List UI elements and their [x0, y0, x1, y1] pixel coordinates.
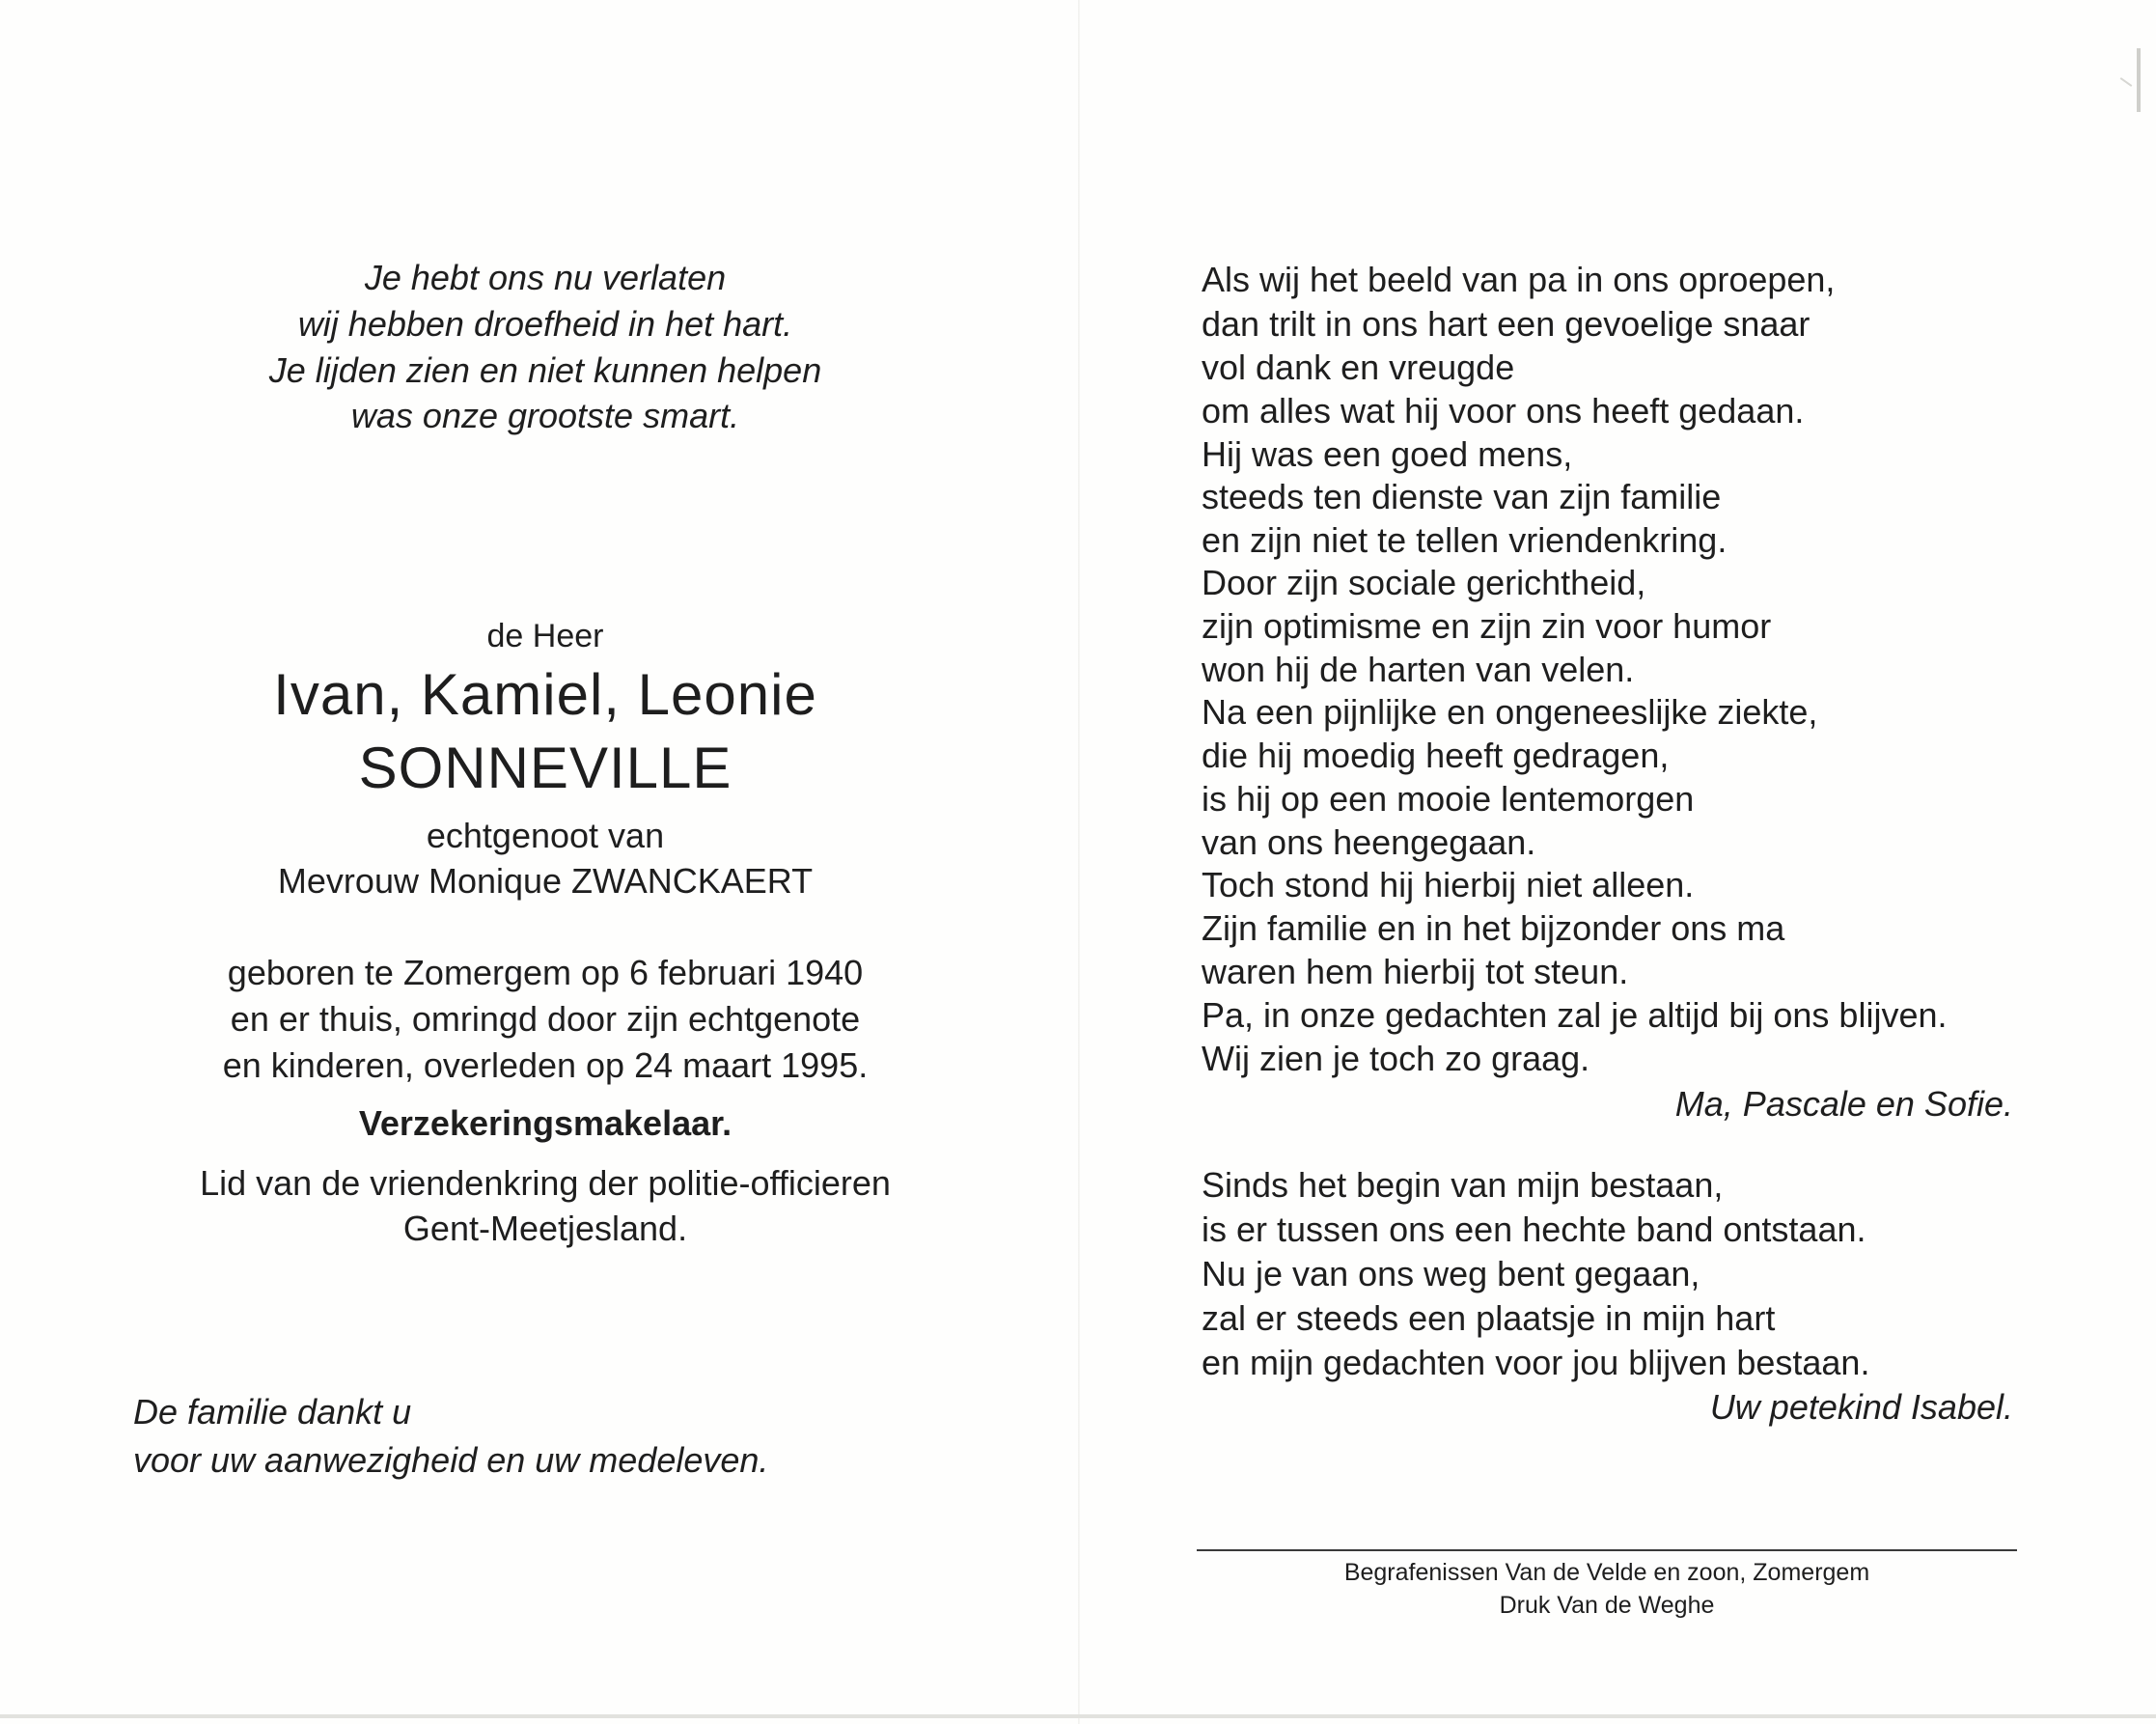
right-poem-line: dan trilt in ons hart een gevoelige snaar: [1202, 304, 1810, 344]
right-poem-line: van ons heengegaan.: [1202, 822, 1536, 862]
spouse-label: echtgenoot van: [426, 816, 665, 855]
signature-godchild: Uw petekind Isabel.: [1709, 1387, 2013, 1427]
right-poem2-line: Sinds het begin van mijn bestaan,: [1202, 1165, 1724, 1205]
footer-divider: [1197, 1549, 2017, 1551]
right-poem-line: Toch stond hij hierbij niet alleen.: [1202, 865, 1695, 904]
right-poem-line: Wij zien je toch zo graag.: [1202, 1039, 1590, 1078]
right-poem-line: die hij moedig heeft gedragen,: [1202, 736, 1670, 775]
right-poem-line: Pa, in onze gedachten zal je altijd bij ons blijven.: [1202, 995, 1948, 1035]
right-poem-line: is hij op een mooie lentemorgen: [1202, 779, 1695, 819]
spouse-name: Mevrouw Monique ZWANCKAERT: [277, 861, 814, 901]
right-poem-line: steeds ten dienste van zijn familie: [1202, 477, 1722, 516]
card-bottom-edge: [0, 1714, 2156, 1718]
right-poem2-line: zal er steeds een plaatsje in mijn hart: [1202, 1298, 1776, 1338]
membership-line: Gent-Meetjesland.: [402, 1209, 688, 1248]
corner-mark: [2137, 48, 2141, 112]
footer-undertaker: Begrafenissen Van de Velde en zoon, Zomergem: [1343, 1559, 1870, 1586]
left-poem-line: was onze grootste smart.: [350, 396, 740, 435]
thanks-line: De familie dankt u: [133, 1392, 412, 1432]
right-poem-line: Als wij het beeld van pa in ons oproepen,: [1202, 260, 1836, 299]
membership-line: Lid van de vriendenkring der politie-officieren: [200, 1163, 891, 1203]
footer-printer: Druk Van de Weghe: [1499, 1592, 1715, 1619]
deceased-surname: SONNEVILLE: [358, 736, 732, 800]
right-poem-line: om alles wat hij voor ons heeft gedaan.: [1202, 391, 1805, 431]
corner-tick: [2120, 77, 2133, 87]
right-poem-line: Na een pijnlijke en ongeneeslijke ziekte,: [1202, 692, 1818, 732]
center-fold: [1078, 0, 1080, 1724]
title-prefix: de Heer: [486, 618, 604, 654]
right-poem2-line: is er tussen ons een hechte band ontstaan.: [1202, 1210, 1866, 1249]
life-line: en er thuis, omringd door zijn echtgenote: [230, 999, 861, 1039]
thanks-line: voor uw aanwezigheid en uw medeleven.: [133, 1440, 769, 1480]
left-poem-line: Je hebt ons nu verlaten: [364, 258, 727, 297]
right-poem-line: vol dank en vreugde: [1202, 348, 1515, 387]
right-poem2-line: Nu je van ons weg bent gegaan,: [1202, 1254, 1700, 1293]
right-poem-line: Door zijn sociale gerichtheid,: [1202, 563, 1646, 602]
profession: Verzekeringsmakelaar.: [358, 1103, 732, 1143]
right-poem2-line: en mijn gedachten voor jou blijven bestaan.: [1202, 1343, 1870, 1382]
left-poem-line: wij hebben droefheid in het hart.: [297, 304, 793, 344]
signature-family: Ma, Pascale en Sofie.: [1674, 1084, 2013, 1124]
life-line: geboren te Zomergem op 6 februari 1940: [227, 953, 864, 992]
life-line: en kinderen, overleden op 24 maart 1995.: [222, 1045, 869, 1085]
right-poem-line: won hij de harten van velen.: [1202, 650, 1635, 689]
right-poem-line: Hij was een goed mens,: [1202, 434, 1573, 474]
right-poem-line: waren hem hierbij tot steun.: [1202, 952, 1629, 991]
right-poem-line: en zijn niet te tellen vriendenkring.: [1202, 520, 1728, 560]
deceased-given-names: Ivan, Kamiel, Leonie: [273, 662, 817, 727]
left-poem-line: Je lijden zien en niet kunnen helpen: [268, 350, 822, 390]
right-poem-line: Zijn familie en in het bijzonder ons ma: [1202, 908, 1785, 948]
right-poem-line: zijn optimisme en zijn zin voor humor: [1202, 606, 1772, 646]
